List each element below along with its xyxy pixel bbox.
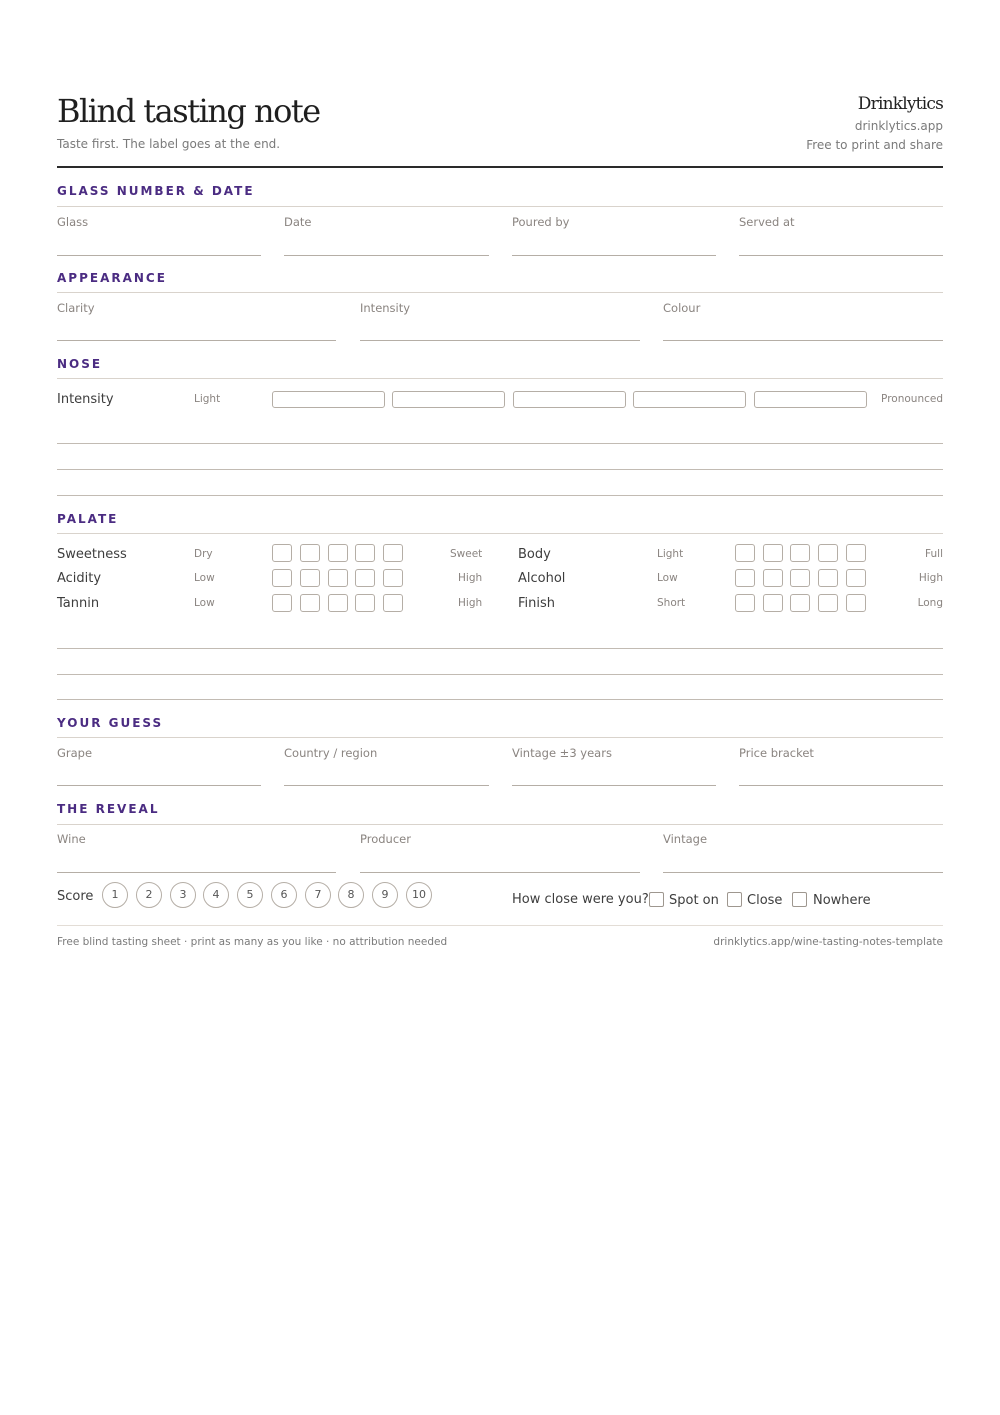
scale-low: Low <box>194 572 215 584</box>
closeness-label: How close were you? <box>512 892 649 907</box>
palate-notes-line[interactable] <box>57 648 943 649</box>
score-option-6[interactable]: 6 <box>271 882 297 908</box>
palate-label: Sweetness <box>57 547 127 562</box>
page-subtitle: Taste first. The label goes at the end. <box>57 137 281 151</box>
scale-box-4[interactable] <box>355 544 375 562</box>
scale-box-5[interactable] <box>846 569 866 587</box>
score-option-3[interactable]: 3 <box>170 882 196 908</box>
scale-box-3[interactable] <box>328 569 348 587</box>
nose-intensity-box-1[interactable] <box>272 391 385 408</box>
scale-box-2[interactable] <box>763 569 783 587</box>
field-label-date: Date <box>284 215 312 229</box>
nose-intensity-box-2[interactable] <box>392 391 505 408</box>
section-title-appearance: APPEARANCE <box>57 271 167 285</box>
nose-intensity-box-5[interactable] <box>754 391 867 408</box>
closeness-option-nowhere: Nowhere <box>813 893 871 908</box>
field-label-clarity: Clarity <box>57 301 95 315</box>
scale-high: Sweet <box>450 548 483 560</box>
scale-low: Light <box>657 548 684 560</box>
nose-notes-line[interactable] <box>57 469 943 470</box>
scale-box-5[interactable] <box>846 594 866 612</box>
vintage-input[interactable] <box>663 872 943 873</box>
scale-box-3[interactable] <box>790 569 810 587</box>
closeness-option-close: Close <box>747 893 783 908</box>
poured-by-input[interactable] <box>512 255 716 256</box>
scale-low: Low <box>657 572 678 584</box>
nose-intensity-box-3[interactable] <box>513 391 626 408</box>
field-label-wine: Wine <box>57 832 86 846</box>
footer-note: Free blind tasting sheet · print as many as you like · no attribution needed <box>57 936 448 948</box>
scale-box-5[interactable] <box>383 569 403 587</box>
scale-high: High <box>918 572 943 584</box>
date-input[interactable] <box>284 255 489 256</box>
scale-box-4[interactable] <box>818 594 838 612</box>
scale-box-4[interactable] <box>355 569 375 587</box>
scale-high: High <box>458 572 483 584</box>
field-label-intensity: Intensity <box>360 301 411 315</box>
score-option-10[interactable]: 10 <box>406 882 432 908</box>
section-divider <box>57 292 943 293</box>
section-divider <box>57 824 943 825</box>
wine-input[interactable] <box>57 872 336 873</box>
scale-box-2[interactable] <box>763 544 783 562</box>
palate-label: Tannin <box>57 596 100 611</box>
appearance-intensity-input[interactable] <box>360 340 640 341</box>
footer-divider <box>57 925 943 926</box>
scale-high: Long <box>917 597 943 609</box>
scale-box-5[interactable] <box>846 544 866 562</box>
score-option-2[interactable]: 2 <box>136 882 162 908</box>
scale-box-2[interactable] <box>300 544 320 562</box>
scale-box-1[interactable] <box>272 544 292 562</box>
palate-label: Acidity <box>57 571 102 586</box>
field-label-colour: Colour <box>663 301 701 315</box>
section-divider <box>57 533 943 534</box>
brand-name: Drinklytics <box>857 94 943 114</box>
glass-input[interactable] <box>57 255 261 256</box>
palate-notes-line[interactable] <box>57 699 943 700</box>
section-divider <box>57 737 943 738</box>
scale-box-4[interactable] <box>818 544 838 562</box>
score-option-7[interactable]: 7 <box>305 882 331 908</box>
score-label: Score <box>57 889 94 904</box>
nose-notes-line[interactable] <box>57 443 943 444</box>
section-title-reveal: THE REVEAL <box>57 802 160 816</box>
palate-label: Body <box>518 547 551 562</box>
scale-box-3[interactable] <box>790 594 810 612</box>
brand-url[interactable]: drinklytics.app <box>854 119 943 133</box>
scale-low: Short <box>657 597 686 609</box>
section-divider <box>57 206 943 207</box>
scale-box-1[interactable] <box>272 569 292 587</box>
nose-intensity-box-4[interactable] <box>633 391 746 408</box>
score-option-8[interactable]: 8 <box>338 882 364 908</box>
section-divider <box>57 378 943 379</box>
scale-box-3[interactable] <box>328 544 348 562</box>
field-label-poured-by: Poured by <box>512 215 570 229</box>
scale-box-1[interactable] <box>272 594 292 612</box>
palate-notes-line[interactable] <box>57 674 943 675</box>
producer-input[interactable] <box>360 872 640 873</box>
field-label-glass: Glass <box>57 215 89 229</box>
score-option-9[interactable]: 9 <box>372 882 398 908</box>
page-title: Blind tasting note <box>57 92 320 130</box>
scale-box-1[interactable] <box>735 544 755 562</box>
palate-label: Alcohol <box>518 571 566 586</box>
brand-note: Free to print and share <box>806 138 943 152</box>
nose-scale-low: Light <box>194 393 221 405</box>
scale-box-3[interactable] <box>328 594 348 612</box>
vintage-guess-input[interactable] <box>512 785 716 786</box>
nose-scale-high: Pronounced <box>881 393 943 405</box>
scale-box-2[interactable] <box>300 594 320 612</box>
colour-input[interactable] <box>663 340 943 341</box>
scale-box-1[interactable] <box>735 594 755 612</box>
country-region-input[interactable] <box>284 785 489 786</box>
nose-intensity-label: Intensity <box>57 392 114 407</box>
clarity-input[interactable] <box>57 340 336 341</box>
closeness-checkbox-nowhere[interactable] <box>792 892 807 907</box>
scale-box-4[interactable] <box>355 594 375 612</box>
closeness-checkbox-spot-on[interactable] <box>649 892 664 907</box>
field-label-grape: Grape <box>57 746 93 760</box>
served-at-input[interactable] <box>739 255 943 256</box>
section-title-guess: YOUR GUESS <box>57 716 164 730</box>
field-label-country-region: Country / region <box>284 746 378 760</box>
scale-box-5[interactable] <box>383 594 403 612</box>
closeness-checkbox-close[interactable] <box>727 892 742 907</box>
nose-notes-line[interactable] <box>57 495 943 496</box>
field-label-vintage-guess: Vintage ±3 years <box>512 746 612 760</box>
scale-low: Dry <box>194 548 213 560</box>
scale-high: Full <box>925 548 943 560</box>
footer-link[interactable]: drinklytics.app/wine-tasting-notes-template <box>713 936 943 948</box>
scale-box-3[interactable] <box>790 544 810 562</box>
header-divider <box>57 166 943 168</box>
scale-high: High <box>458 597 483 609</box>
scale-box-2[interactable] <box>300 569 320 587</box>
section-title-palate: PALATE <box>57 512 119 526</box>
grape-input[interactable] <box>57 785 261 786</box>
palate-label: Finish <box>518 596 556 611</box>
scale-box-5[interactable] <box>383 544 403 562</box>
closeness-option-spot-on: Spot on <box>669 893 719 908</box>
section-title-glass: GLASS NUMBER & DATE <box>57 184 255 198</box>
field-label-price-bracket: Price bracket <box>739 746 814 760</box>
field-label-served-at: Served at <box>739 215 795 229</box>
price-bracket-input[interactable] <box>739 785 943 786</box>
scale-low: Low <box>194 597 215 609</box>
scale-box-1[interactable] <box>735 569 755 587</box>
scale-box-4[interactable] <box>818 569 838 587</box>
section-title-nose: NOSE <box>57 357 103 371</box>
score-option-1[interactable]: 1 <box>102 882 128 908</box>
scale-box-2[interactable] <box>763 594 783 612</box>
field-label-producer: Producer <box>360 832 411 846</box>
score-option-4[interactable]: 4 <box>203 882 229 908</box>
score-option-5[interactable]: 5 <box>237 882 263 908</box>
field-label-vintage: Vintage <box>663 832 708 846</box>
